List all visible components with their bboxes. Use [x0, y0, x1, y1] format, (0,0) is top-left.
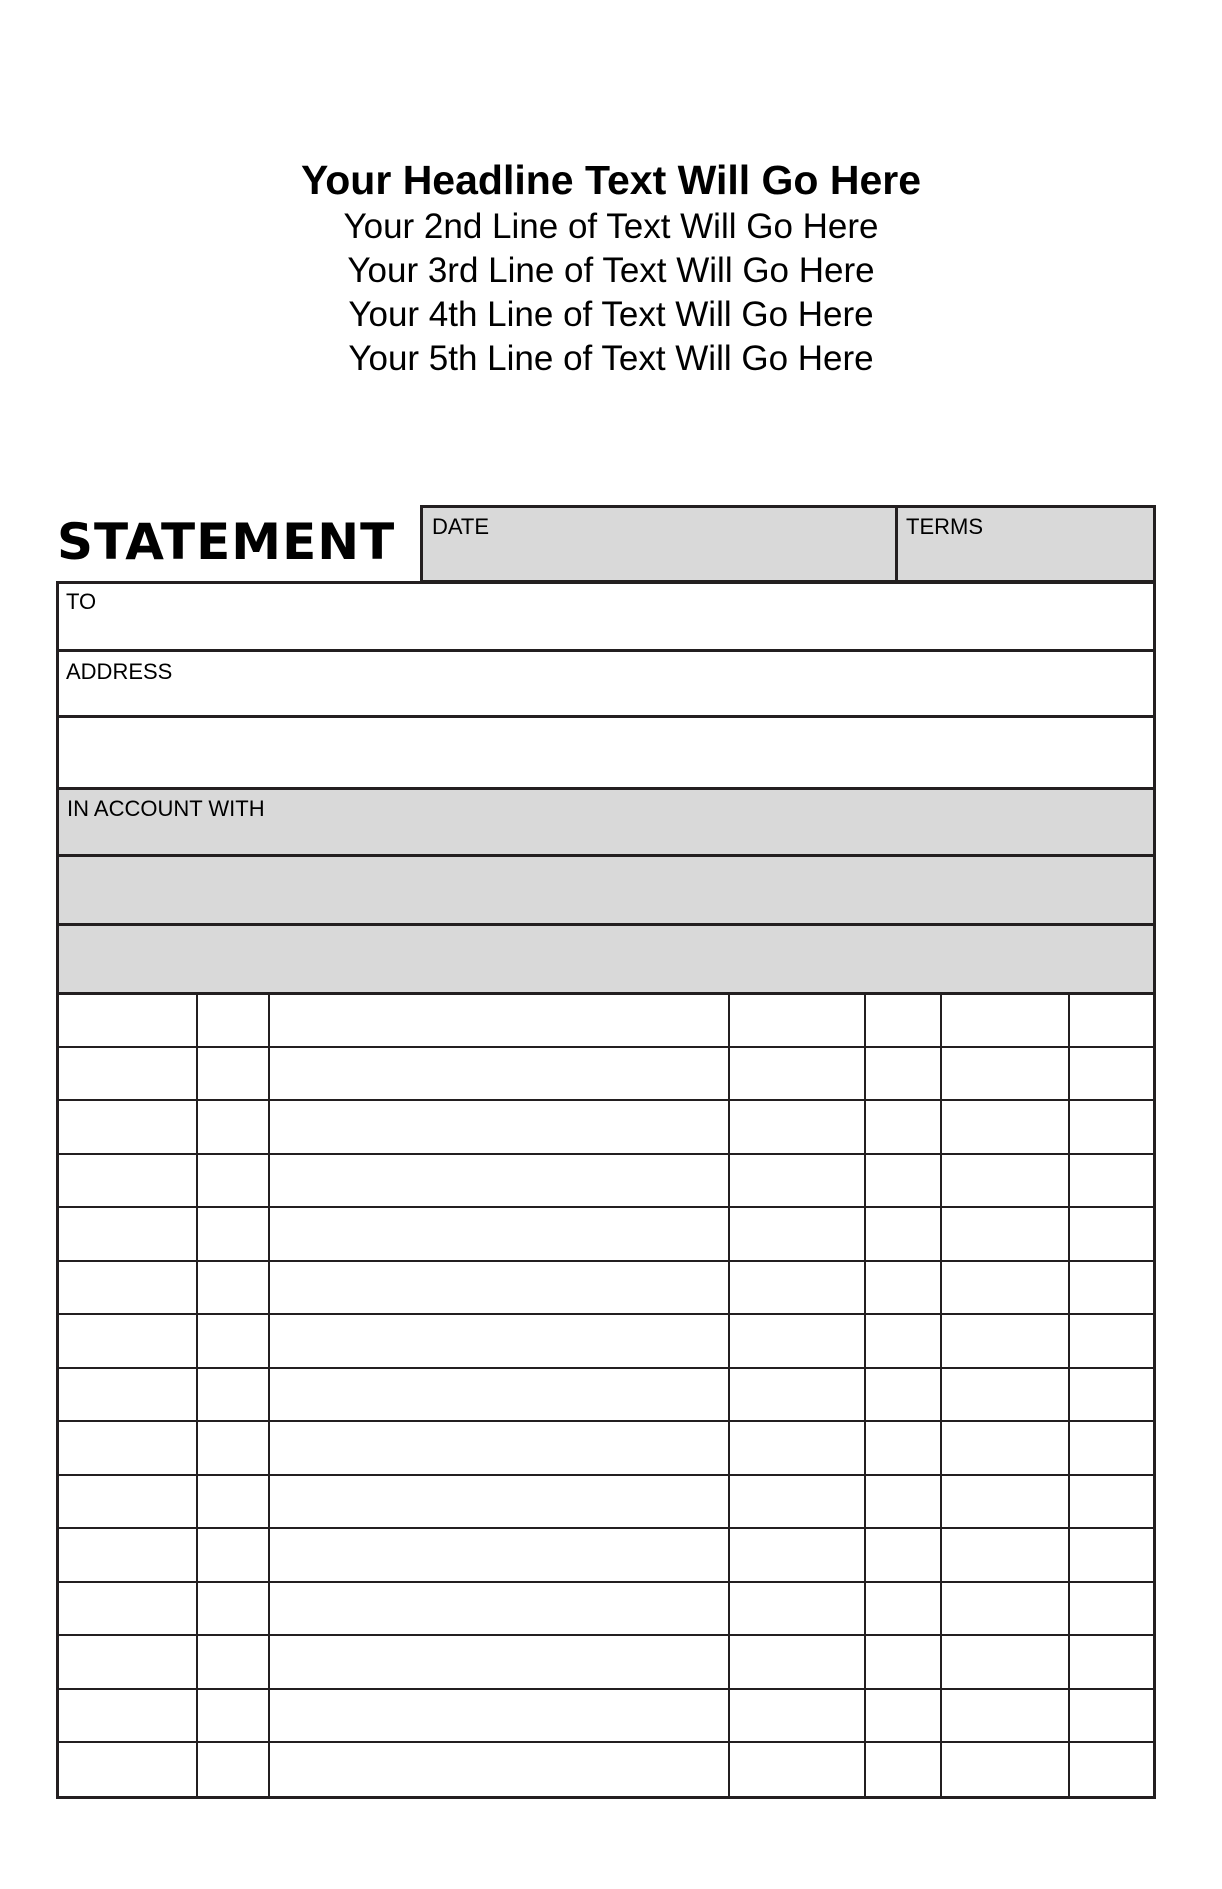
ledger-column-divider: [864, 992, 866, 1799]
ledger-column-divider: [940, 992, 942, 1799]
ledger-row-divider: [56, 1260, 1156, 1262]
header-line-2: Your 2nd Line of Text Will Go Here: [343, 207, 879, 246]
date-terms-divider: [895, 505, 898, 583]
ledger-row-divider: [56, 1367, 1156, 1369]
ledger-row-divider: [56, 1206, 1156, 1208]
ledger-column-divider: [1068, 992, 1070, 1799]
ledger-row-divider: [56, 1099, 1156, 1101]
ledger-row-divider: [56, 1313, 1156, 1315]
statement-title: STATEMENT: [57, 513, 396, 571]
account-divider-2: [56, 923, 1156, 926]
terms-label: TERMS: [906, 514, 983, 539]
ledger-row-divider: [56, 1581, 1156, 1583]
to-divider: [56, 649, 1156, 652]
header-line-3: Your 3rd Line of Text Will Go Here: [347, 251, 875, 290]
ledger-row-divider: [56, 1634, 1156, 1636]
ledger-row-divider: [56, 1153, 1156, 1155]
ledger-row-divider: [56, 1527, 1156, 1529]
ledger-column-divider: [268, 992, 270, 1799]
account-divider-1: [56, 854, 1156, 857]
address-line-2-divider: [56, 787, 1156, 790]
address-label: ADDRESS: [66, 659, 173, 684]
headline: Your Headline Text Will Go Here: [300, 157, 922, 203]
ledger-row-divider: [56, 1741, 1156, 1743]
ledger-row-divider: [56, 1420, 1156, 1422]
ledger-row-divider: [56, 1046, 1156, 1048]
header-line-5: Your 5th Line of Text Will Go Here: [348, 339, 874, 378]
date-terms-box: [420, 505, 1156, 583]
address-divider: [56, 715, 1156, 718]
ledger-column-divider: [196, 992, 198, 1799]
header: [0, 155, 1222, 381]
account-label: IN ACCOUNT WITH: [67, 796, 265, 821]
ledger-row-divider: [56, 1688, 1156, 1690]
to-label: TO: [66, 589, 97, 614]
date-label: DATE: [432, 514, 490, 539]
ledger-row-divider: [56, 1474, 1156, 1476]
header-line-4: Your 4th Line of Text Will Go Here: [348, 295, 874, 334]
ledger-table: [56, 992, 1156, 1799]
ledger-column-divider: [728, 992, 730, 1799]
